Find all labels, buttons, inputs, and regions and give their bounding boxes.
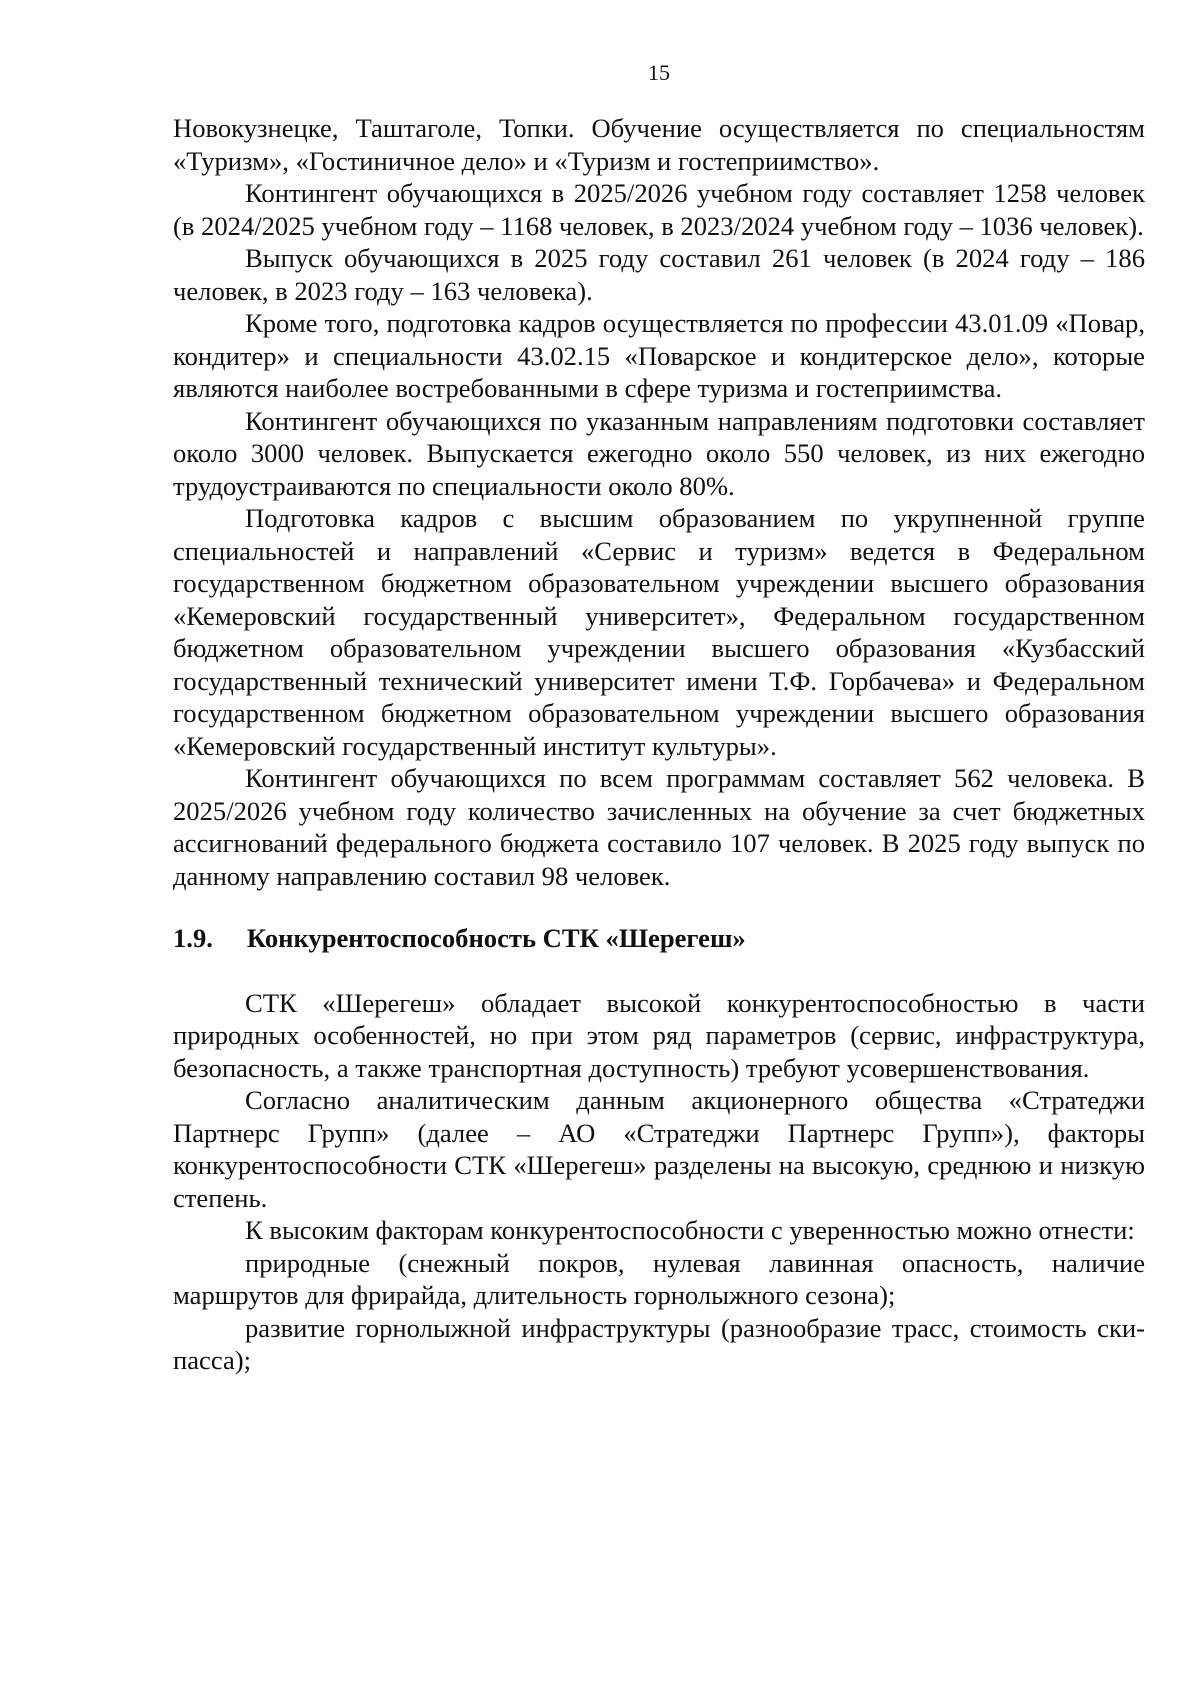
page-number: 15: [648, 60, 670, 85]
paragraph: Выпуск обучающихся в 2025 году составил 261 человек (в 2024 году – 186 человек, в 2023 году – 163 человека).: [173, 243, 1145, 306]
paragraphs-after: [173, 987, 1145, 1377]
paragraph: СТК «Шерегеш» обладает высокой конкурентоспособностью в части природных особенностей, но при этом ряд параметров (сервис, инфраструктура, безопасность, а также транспортная доступность) требуют усовершенствования.: [173, 987, 1145, 1083]
paragraph: Подготовка кадров с высшим образованием по укрупненной группе специальностей и направлений «Сервис и туризм» ведется в Федеральном государственном бюджетном образовательном учреждении высшего образования «Кемеровский государственный университет», Федеральном государственном бюджетном образовательном учреждении высшего образования «Кузбасский государственный технический университет имени Т.Ф. Горбачева» и Федеральном государственном бюджетном образовательном учреждении высшего образования «Кемеровский государственный институт культуры».: [173, 503, 1145, 761]
paragraph: Согласно аналитическим данным акционерного общества «Стратеджи Партнерс Групп» (далее – АО «Стратеджи Партнерс Групп»), факторы конкурентоспособности СТК «Шерегеш» разделены на высокую, среднюю и низкую степень.: [173, 1085, 1145, 1213]
document-body: [173, 112, 1145, 1377]
paragraph: Новокузнецке, Таштаголе, Топки. Обучение осуществляется по специальностям «Туризм», «Гостиничное дело» и «Туризм и гостеприимство».: [173, 113, 1145, 176]
paragraph: Контингент обучающихся в 2025/2026 учебном году составляет 1258 человек (в 2024/2025 учебном году – 1168 человек, в 2023/2024 учебном году – 1036 человек).: [173, 178, 1145, 241]
section-heading: [173, 922, 1145, 955]
paragraph: Контингент обучающихся по всем программам составляет 562 человека. В 2025/2026 учебном году количество зачисленных на обучение за счет бюджетных ассигнований федерального бюджета составило 107 человек. В 2025 году выпуск по данному направлению составил 98 человек.: [173, 763, 1145, 891]
paragraph: Кроме того, подготовка кадров осуществляется по профессии 43.01.09 «Повар, кондитер» и специальности 43.02.15 «Поварское и кондитерское дело», которые являются наиболее востребованными в сфере туризма и гостеприимства.: [173, 308, 1145, 403]
paragraph: К высоким факторам конкурентоспособности с уверенностью можно отнести:: [245, 1215, 1135, 1245]
section-title: Конкурентоспособность СТК «Шерегеш»: [246, 923, 746, 953]
paragraph: развитие горнолыжной инфраструктуры (разнообразие трасс, стоимость ски-пасса);: [173, 1312, 1145, 1375]
document-page: [173, 0, 1145, 1697]
paragraph: природные (снежный покров, нулевая лавинная опасность, наличие маршрутов для фрирайда, длительность горнолыжного сезона);: [173, 1247, 1145, 1310]
section-number: 1.9.: [173, 923, 213, 953]
paragraphs-before: [173, 112, 1145, 892]
paragraph: Контингент обучающихся по указанным направлениям подготовки составляет около 3000 человек. Выпускается ежегодно около 550 человек, из них ежегодно трудоустраиваются по специальности около 80%.: [173, 405, 1145, 501]
